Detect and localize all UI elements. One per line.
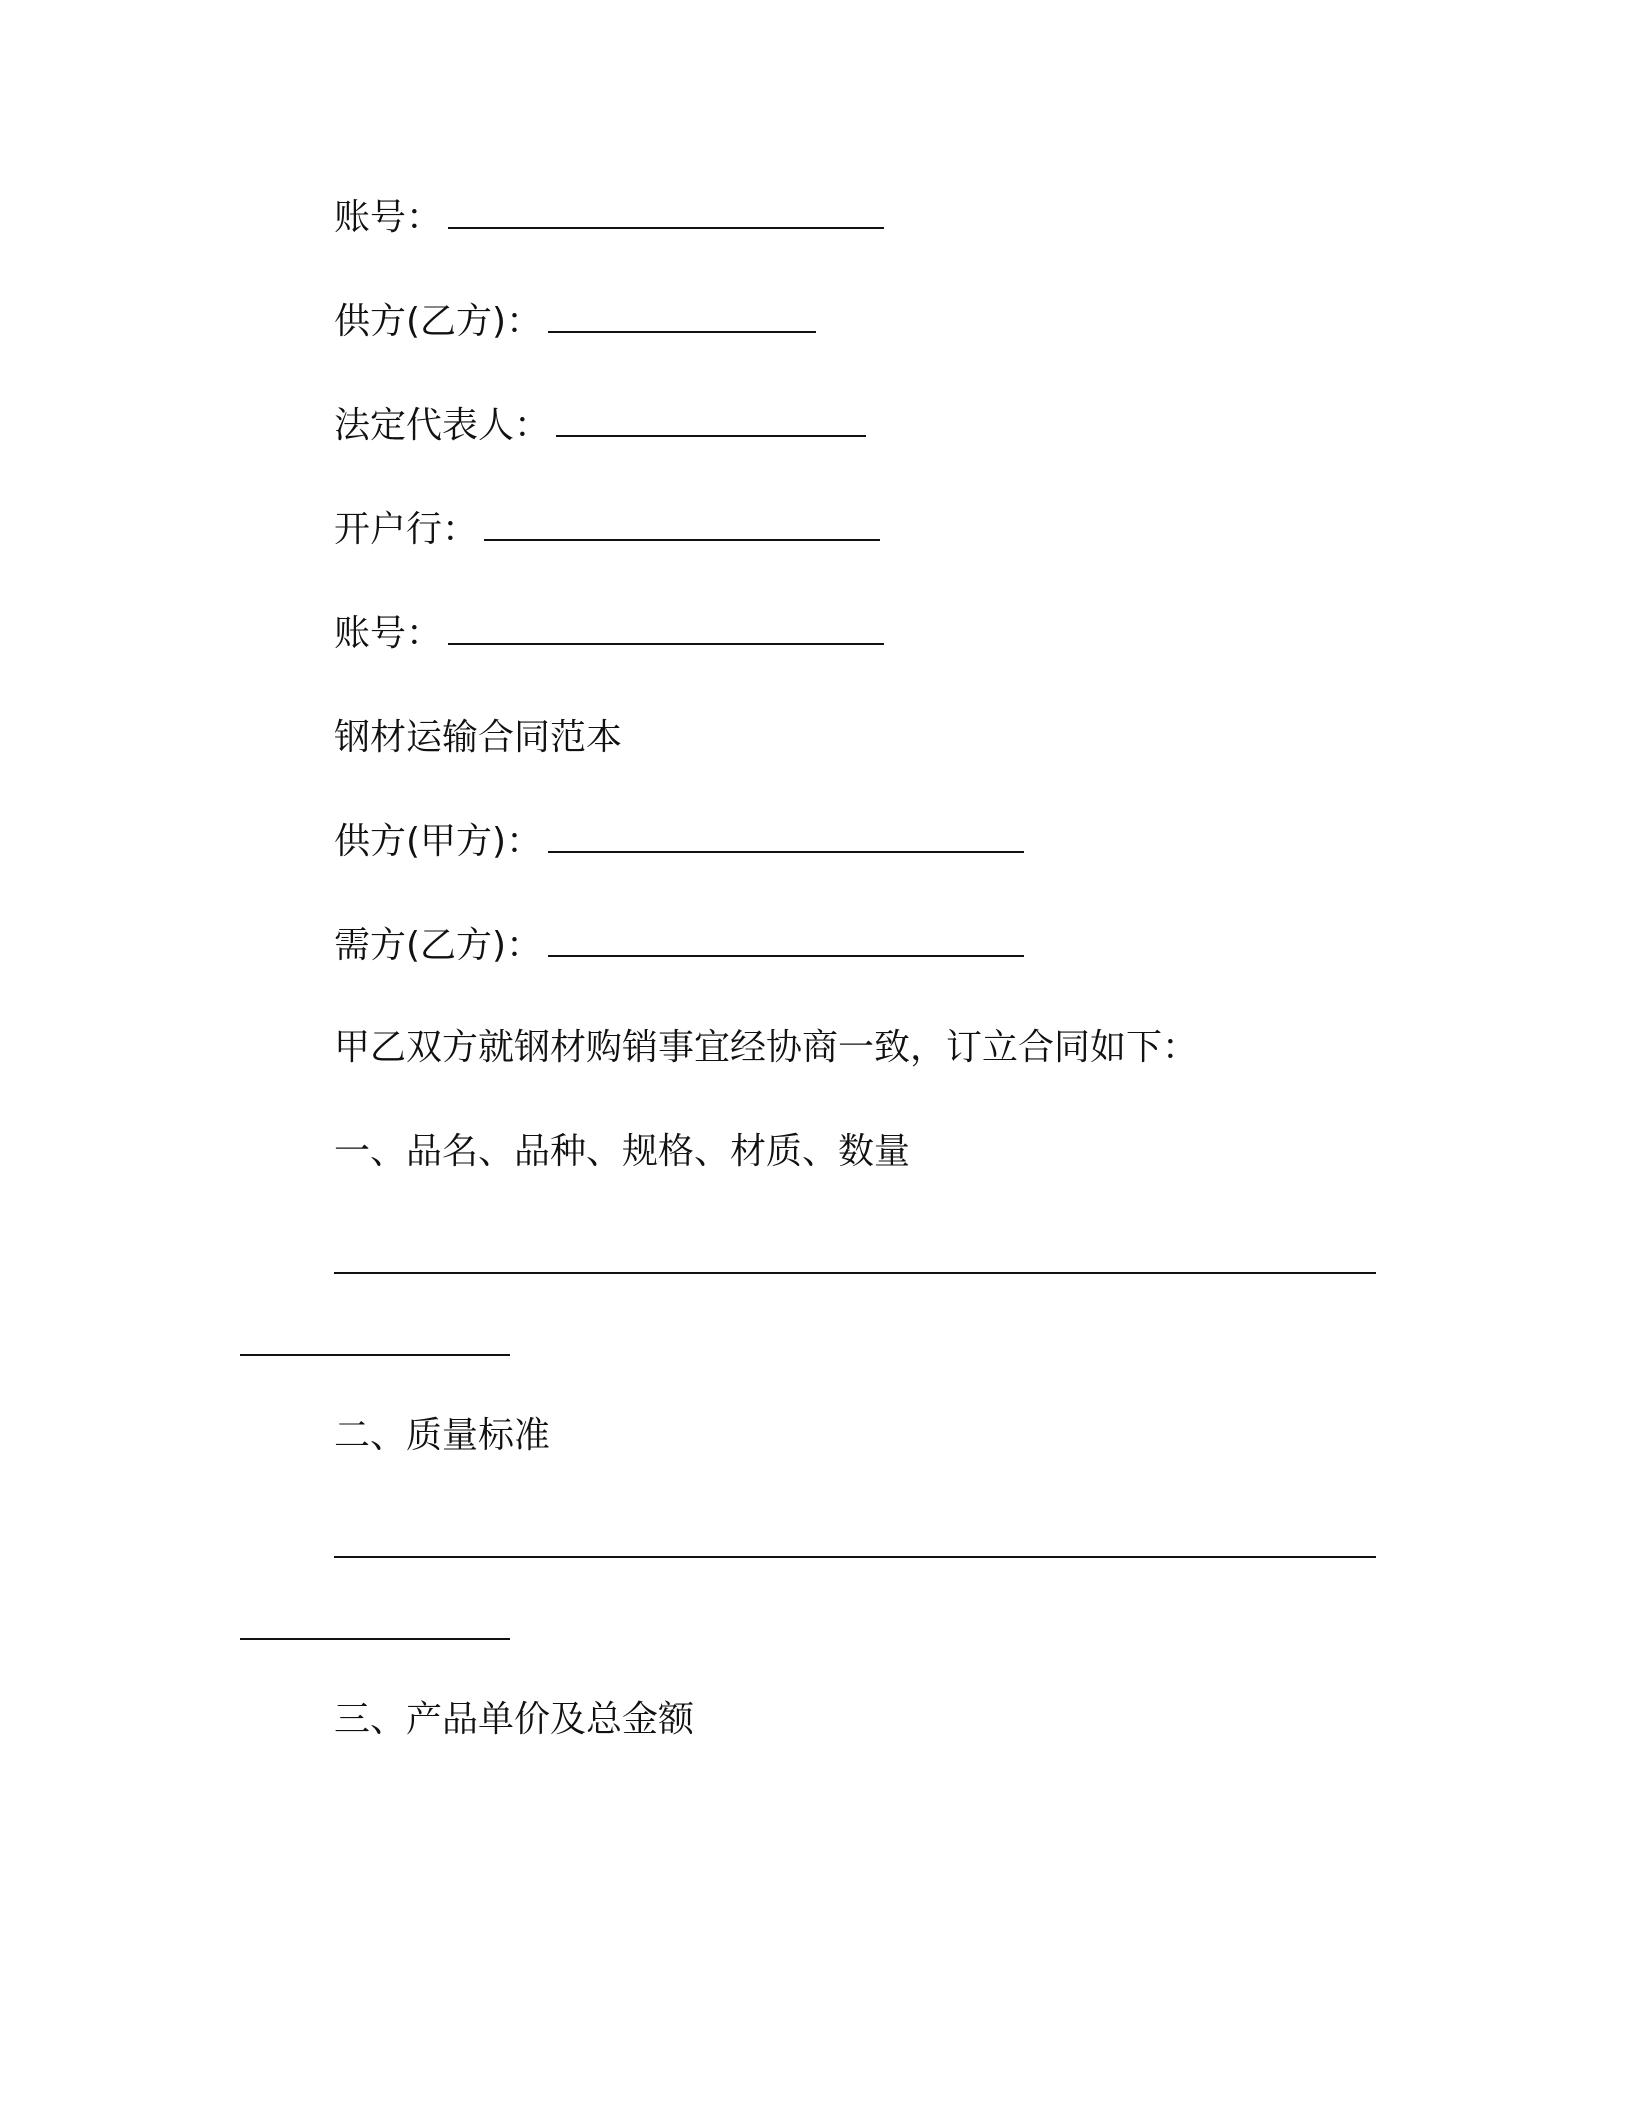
- account-number-blank[interactable]: [448, 611, 884, 645]
- section-1-heading: [334, 1128, 910, 1176]
- account-number-label: 账号：: [334, 197, 443, 238]
- agreement-intro-text: 甲乙双方就钢材购销事宜经协商一致，订立合同如下：: [334, 1027, 1199, 1068]
- account-number-label: 账号：: [334, 613, 443, 654]
- legal-representative-label: 法定代表人：: [334, 405, 551, 446]
- section-2-fill-line-2[interactable]: [240, 1638, 510, 1640]
- legal-representative-blank[interactable]: [556, 403, 866, 437]
- bank-label: 开户行：: [334, 509, 479, 550]
- supplier-party-a-label: 供方(甲方)：: [334, 821, 543, 862]
- supplier-party-a-blank[interactable]: [548, 819, 1024, 853]
- document-title: [334, 714, 622, 762]
- account-number-line-1: [334, 194, 884, 242]
- supplier-party-b-line: [334, 298, 816, 346]
- buyer-party-b-line: [334, 922, 1024, 970]
- buyer-party-b-blank[interactable]: [548, 923, 1024, 957]
- section-2-heading: [334, 1412, 550, 1460]
- section-3-heading-text: 三、产品单价及总金额: [334, 1699, 695, 1740]
- section-3-heading: [334, 1696, 694, 1744]
- account-number-line-2: [334, 610, 884, 658]
- bank-blank[interactable]: [484, 507, 880, 541]
- section-2-fill-line-1[interactable]: [334, 1556, 1376, 1558]
- legal-representative-line: [334, 402, 866, 450]
- section-1-fill-line-2[interactable]: [240, 1354, 510, 1356]
- section-2-heading-text: 二、质量标准: [334, 1415, 551, 1456]
- document-title-text: 钢材运输合同范本: [334, 717, 623, 758]
- account-number-blank[interactable]: [448, 195, 884, 229]
- bank-line: [334, 506, 880, 554]
- supplier-party-b-blank[interactable]: [548, 299, 816, 333]
- agreement-intro: [334, 1024, 1198, 1072]
- section-1-fill-line-1[interactable]: [334, 1272, 1376, 1274]
- section-1-heading-text: 一、品名、品种、规格、材质、数量: [334, 1131, 911, 1172]
- supplier-party-a-line: [334, 818, 1024, 866]
- supplier-party-b-label: 供方(乙方)：: [334, 301, 543, 342]
- buyer-party-b-label: 需方(乙方)：: [334, 925, 543, 966]
